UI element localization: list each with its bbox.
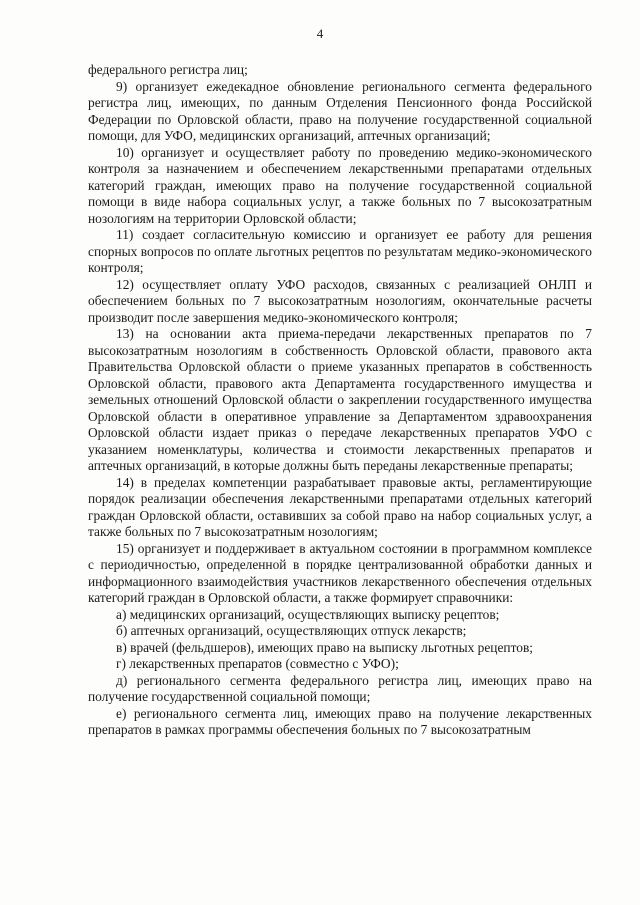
paragraph-item-15: 15) организует и поддерживает в актуальном состоянии в программном комплексе с периодичностью, определенной в порядке централизованной обработки данных и информационного взаимодействия участников лекарственного обеспечения отдельных категорий граждан в Орловской области, а также формирует справочники:: [88, 540, 592, 605]
paragraph-item-10: 10) организует и осуществляет работу по проведению медико-экономического контроля за назначением и обеспечением лекарственными препаратами отдельных категорий граждан, имеющих право на получение государственной социальной помощи в виде набора социальных услуг, а также больных по 7 высокозатратным нозологиям на территории Орловской области;: [88, 144, 592, 226]
paragraph-item-12: 12) осуществляет оплату УФО расходов, связанных с реализацией ОНЛП и обеспечением больных по 7 высокозатратным нозологиям, окончательные расчеты производит после завершения медико-экономического контроля;: [88, 276, 592, 325]
list-item-b: б) аптечных организаций, осуществляющих отпуск лекарств;: [116, 623, 467, 638]
paragraph-item-14: 14) в пределах компетенции разрабатывает правовые акты, регламентирующие порядок реализации обеспечения лекарственными препаратами отдельных категорий граждан Орловской области, оставивших за собой право на набор социальных услуг, а также больных по 7 высокозатратным нозологиям;: [88, 474, 592, 539]
paragraph-item-11: 11) создает согласительную комиссию и организует ее работу для решения спорных вопросов по оплате льготных рецептов по результатам медико-экономического контроля;: [88, 227, 592, 275]
page-number: 4: [316, 26, 324, 41]
paragraph-item-13: 13) на основании акта приема-передачи лекарственных препаратов по 7 высокозатратным нозологиям в собственность Орловской области, правового акта Правительства Орловской области о приеме указанных препаратов в собственность Орловской области, правового акта Департамента государственного имущества и земельных отношений Орловской области о закреплении государственного имущества Орловской области в оперативное управление за Департаментом здравоохранения Орловской области издает приказ о передаче лекарственных препаратов УФО с указанием номенклатуры, количества и стоимости лекарственных препаратов и аптечных организаций, в которые должны быть переданы лекарственные препараты;: [88, 326, 592, 473]
list-item-a: а) медицинских организаций, осуществляющих выписку рецептов;: [116, 606, 500, 622]
paragraph-continuation: федерального регистра лиц;: [88, 62, 248, 77]
paragraph-item-9: 9) организует ежедекадное обновление регионального сегмента федерального регистра лиц, имеющих, по данным Отделения Пенсионного фонда Российской Федерации по Орловской области, право на получение государственной социальной помощи, для УФО, медицинских организаций, аптечных организаций;: [88, 78, 592, 143]
list-item-e: е) регионального сегмента лиц, имеющих право на получение лекарственных препаратов в рамках программы обеспечения больных по 7 высокозатратным: [88, 705, 592, 737]
document-body: [88, 62, 592, 739]
list-item-d: д) регионального сегмента федерального регистра лиц, имеющих право на получение государственной социальной помощи;: [88, 672, 592, 704]
list-item-v: в) врачей (фельдшеров), имеющих право на выписку льготных рецептов;: [116, 639, 533, 655]
list-item-g: г) лекарственных препаратов (совместно с УФО);: [116, 656, 399, 671]
